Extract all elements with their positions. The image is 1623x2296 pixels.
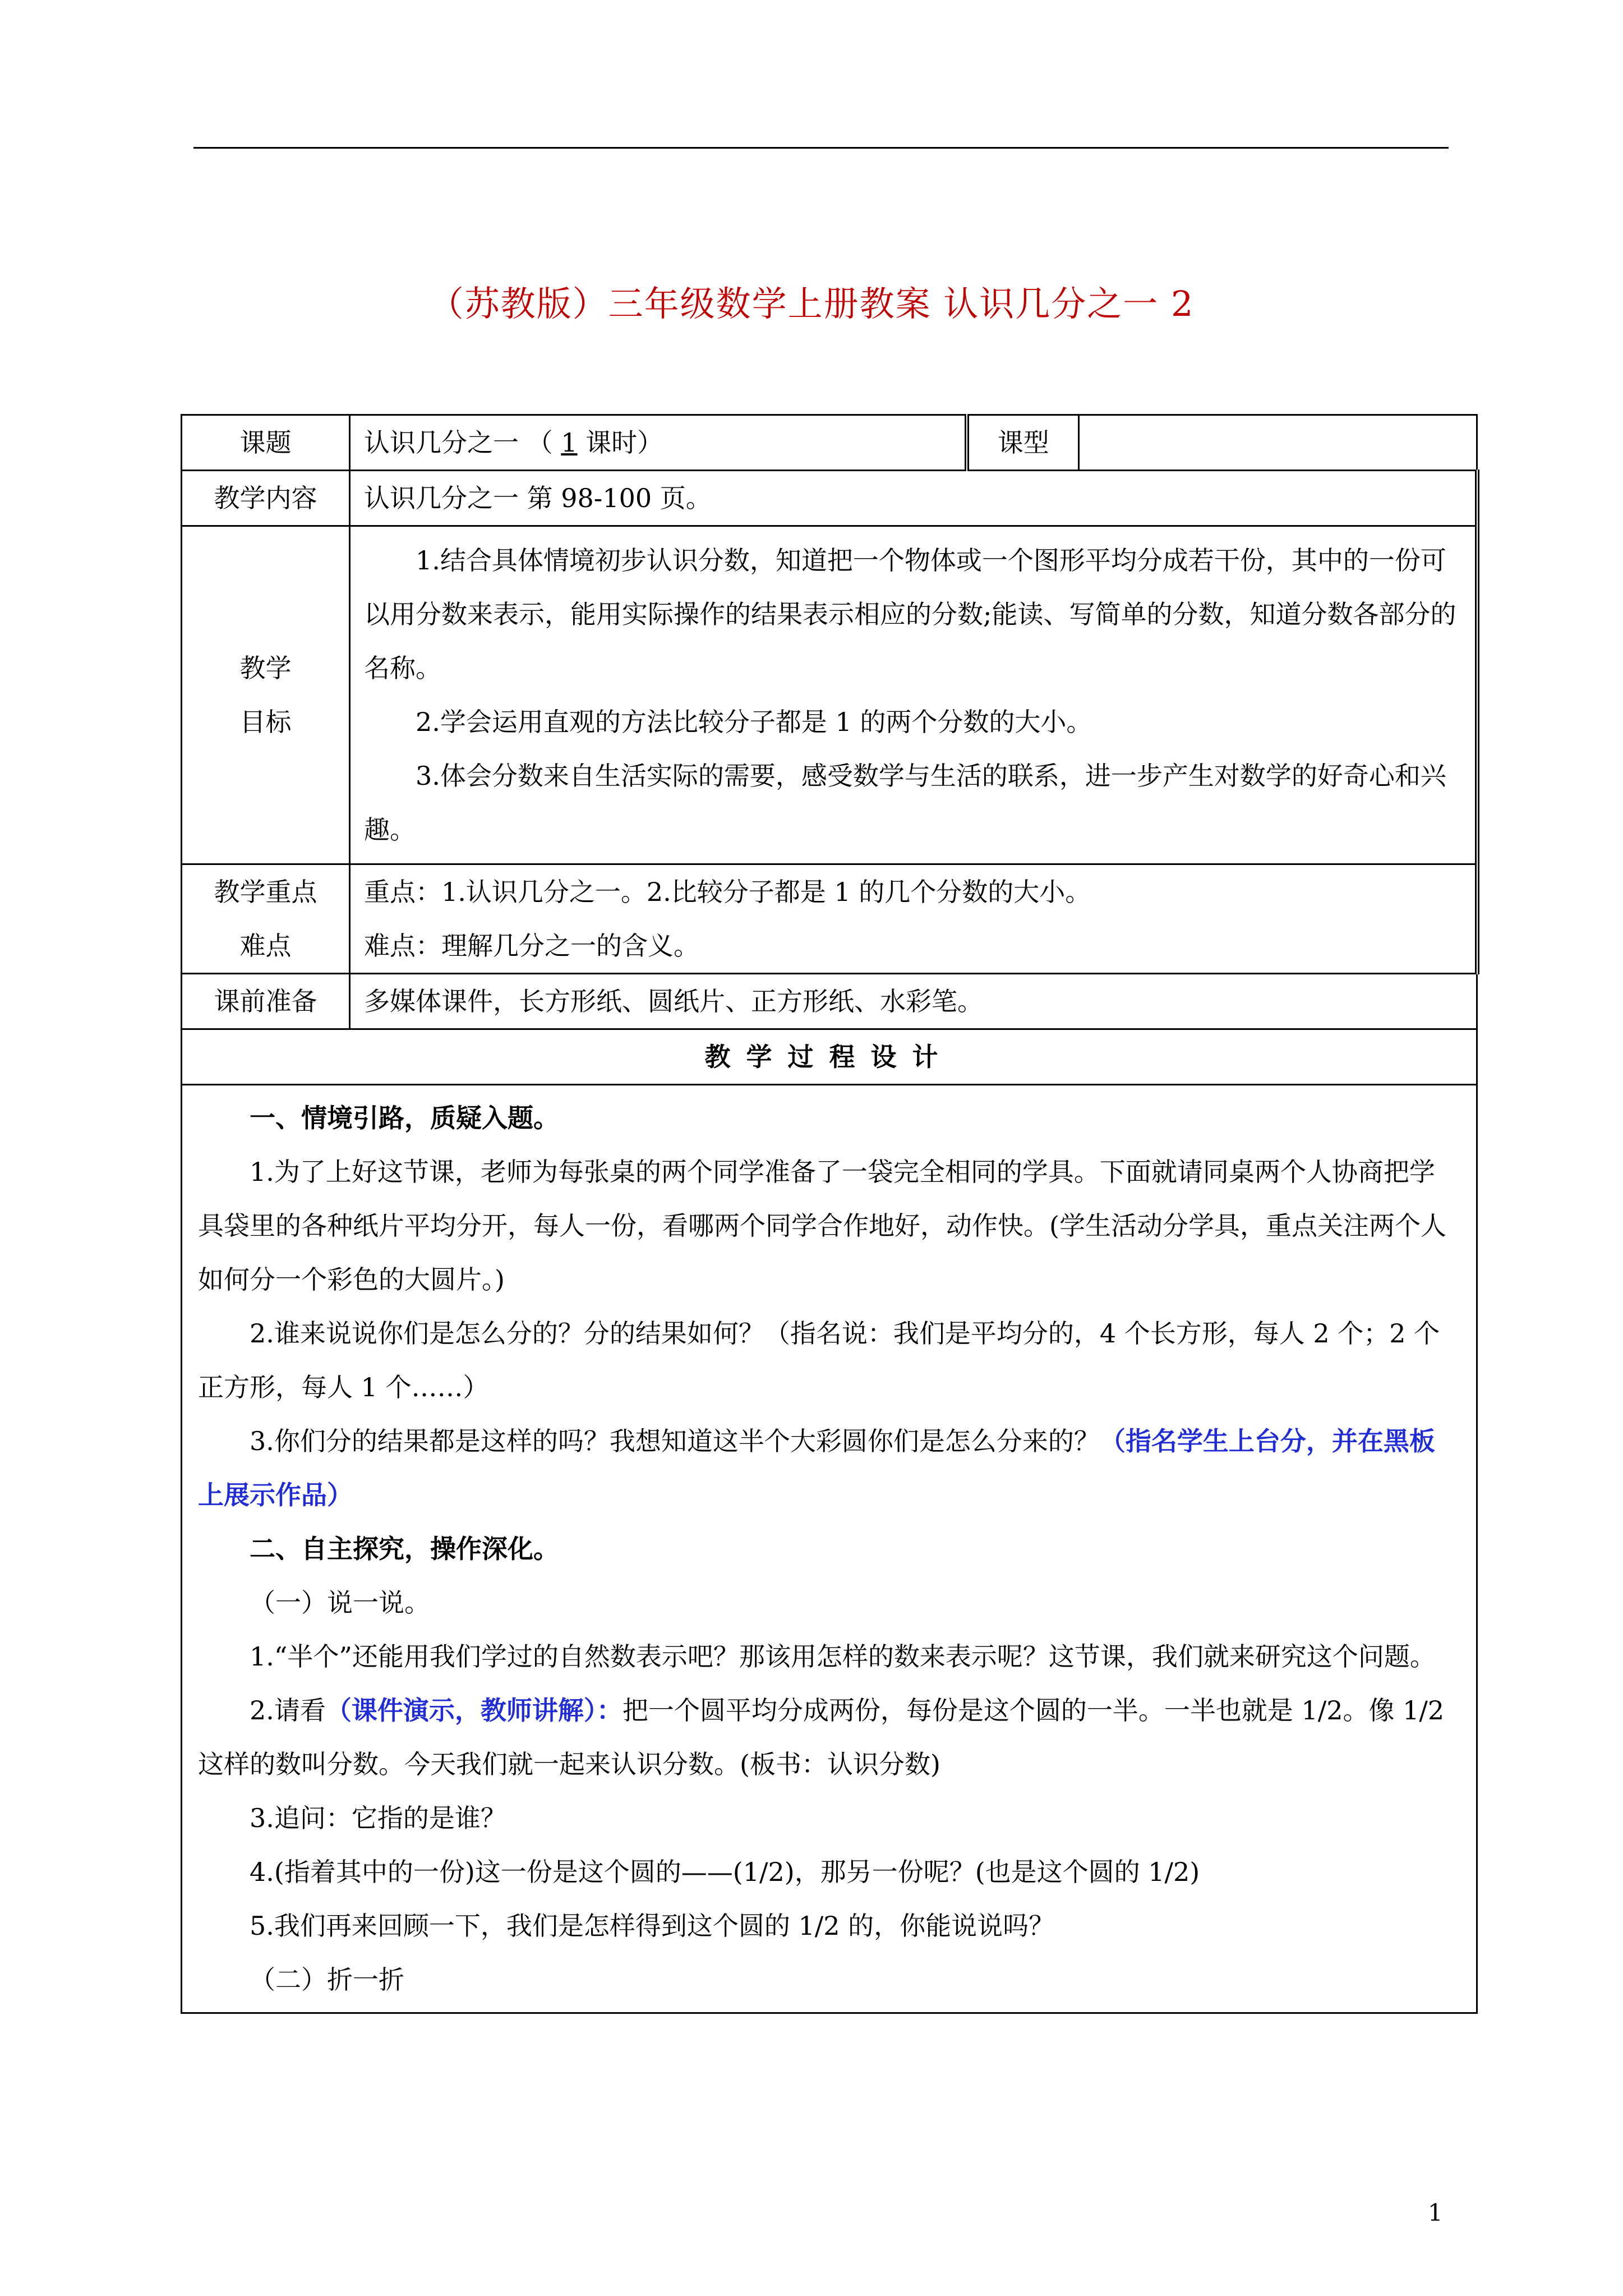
paragraph: 1.“半个”还能用我们学过的自然数表示吧？那该用怎样的数来表示呢？这节课，我们就来研究这个问题。 <box>250 1641 1436 1672</box>
topic-label: 课题 <box>182 415 350 471</box>
subsection-heading: （二）折一折 <box>250 1964 404 1995</box>
paragraph: 3.追问：它指的是谁？ <box>250 1803 506 1833</box>
key-points-row <box>182 864 1477 974</box>
document-title: （苏教版）三年级数学上册教案 认识几分之一 2 <box>428 283 1195 324</box>
paragraph: 1.为了上好这节课，老师为每张桌的两个同学准备了一袋完全相同的学具。下面就请同桌两个人协商把学具袋里的各种纸片平均分开，每人一份，看哪两个同学合作地好，动作快。(学生活动分学具，重点关注两个人如何分一个彩色的大圆片。) <box>198 1157 1446 1295</box>
topic-value <box>350 415 967 471</box>
process-title-row <box>182 1029 1477 1085</box>
goals-row <box>182 526 1477 864</box>
prep-label: 课前准备 <box>182 974 350 1029</box>
topic-row <box>182 415 1477 471</box>
paragraph: 2.谁来说说你们是怎么分的？分的结果如何？（指名说：我们是平均分的，4 个长方形，每人 2 个；2 个正方形，每人 1 个……） <box>198 1318 1440 1402</box>
content-label: 教学内容 <box>182 471 350 526</box>
process-content <box>182 1085 1477 2013</box>
prep-row <box>182 974 1477 1029</box>
paragraph-text: 2.请看 <box>250 1695 326 1726</box>
topic-lesson-count: 1 <box>561 427 578 458</box>
paragraph <box>198 1683 1460 1791</box>
header-rule <box>193 147 1449 149</box>
content-value: 认识几分之一 第 98-100 页。 <box>350 471 1477 526</box>
paragraph: 5.我们再来回顾一下，我们是怎样得到这个圆的 1/2 的，你能说说吗？ <box>250 1911 1055 1941</box>
key-label-line1: 教学重点 <box>214 877 317 907</box>
process-title: 教学过程设计 <box>182 1029 1477 1085</box>
goals-content <box>350 526 1477 864</box>
lesson-plan-table <box>181 414 1479 2014</box>
key-points-content <box>350 864 1477 974</box>
highlight-text: （课件演示，教师讲解）： <box>325 1695 623 1726</box>
key-label-line2: 难点 <box>239 931 292 961</box>
paragraph <box>198 1414 1460 1522</box>
topic-value-suffix: 课时） <box>585 427 663 458</box>
key-points-label <box>182 864 350 974</box>
goals-label <box>182 526 350 864</box>
goal-item: 1.结合具体情境初步认识分数，知道把一个物体或一个图形平均分成若干份，其中的一份可以用分数来表示，能用实际操作的结果表示相应的分数;能读、写简单的分数，知道分数各部分的名称。 <box>364 545 1456 683</box>
goal-item: 3.体会分数来自生活实际的需要，感受数学与生活的联系，进一步产生对数学的好奇心和兴趣。 <box>364 761 1446 845</box>
goals-label-line2: 目标 <box>239 707 292 737</box>
goals-label-line1: 教学 <box>239 653 292 683</box>
subsection-heading: （一）说一说。 <box>250 1588 430 1618</box>
page-number: 1 <box>1428 2199 1443 2226</box>
paragraph: 4.(指着其中的一份)这一份是这个圆的——(1/2)，那另一份呢？(也是这个圆的 1/2) <box>250 1857 1200 1887</box>
process-row <box>182 1085 1477 2013</box>
section-heading: 一、情境引路，质疑入题。 <box>250 1103 559 1133</box>
goal-item: 2.学会运用直观的方法比较分子都是 1 的两个分数的大小。 <box>416 707 1092 737</box>
section-heading: 二、自主探究，操作深化。 <box>250 1534 559 1564</box>
content-row <box>182 471 1477 526</box>
difficult-points-text: 难点：理解几分之一的含义。 <box>364 931 699 961</box>
paragraph-text: 3.你们分的结果都是这样的吗？我想知道这半个大彩圆你们是怎么分来的？ <box>250 1426 1100 1456</box>
paragraph-text: 把一个圆平均分成两份，每份是这个圆的一半。一半也就是 1/2。像 1/2 这样的数叫分数。今天我们就一起来认识分数。(板书：认识分数) <box>198 1695 1445 1779</box>
prep-value: 多媒体课件，长方形纸、圆纸片、正方形纸、水彩笔。 <box>350 974 1477 1029</box>
key-points-text: 重点：1.认识几分之一。2.比较分子都是 1 的几个分数的大小。 <box>364 877 1091 907</box>
highlight-text: （指名学生上台分，并在黑板上展示作品） <box>198 1426 1435 1510</box>
type-label: 课型 <box>967 415 1079 471</box>
type-value <box>1079 415 1477 471</box>
topic-value-prefix: 认识几分之一 （ <box>364 427 553 458</box>
